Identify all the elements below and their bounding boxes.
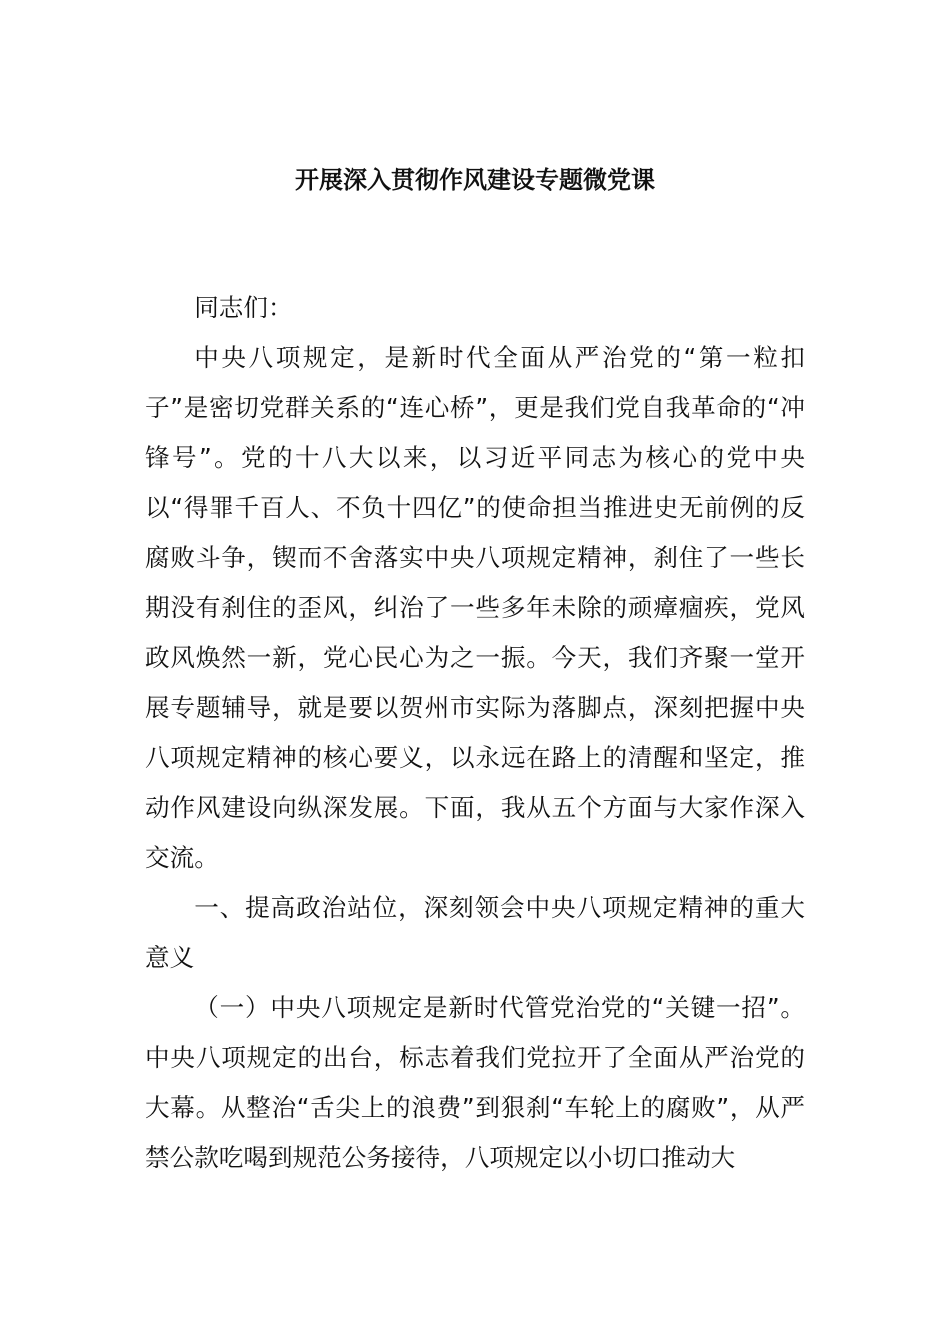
paragraph-subsection-1: （一）中央八项规定是新时代管党治党的“关键一招”。中央八项规定的出台，标志着我们党拉开了全面从严治党的大幕。从整治“舌尖上的浪费”到狠刹“车轮上的腐败”，从严禁公款吃喝到规范公务接待，八项规定以小切口推动大 bbox=[145, 993, 805, 1172]
section-heading-1: 一、提高政治站位，深刻领会中央八项规定精神的重大意义 bbox=[145, 893, 805, 972]
paragraph-intro: 中央八项规定，是新时代全面从严治党的“第一粒扣子”是密切党群关系的“连心桥”，更是我们党自我革命的“冲锋号”。党的十八大以来，以习近平同志为核心的党中央以“得罪千百人、不负十四亿”的使命担当推进史无前例的反腐败斗争，锲而不舍落实中央八项规定精神，刹住了一些长期没有刹住的歪风，纠治了一些多年未除的顽瘴痼疾，党风政风焕然一新，党心民心为之一振。今天，我们齐聚一堂开展专题辅导，就是要以贺州市实际为落脚点，深刻把握中央八项规定精神的核心要义，以永远在路上的清醒和坚定，推动作风建设向纵深发展。下面，我从五个方面与大家作深入交流。 bbox=[145, 343, 805, 872]
document-body bbox=[145, 283, 805, 1183]
document-title: 开展深入贯彻作风建设专题微党课 bbox=[295, 166, 655, 194]
salutation: 同志们： bbox=[194, 293, 293, 322]
